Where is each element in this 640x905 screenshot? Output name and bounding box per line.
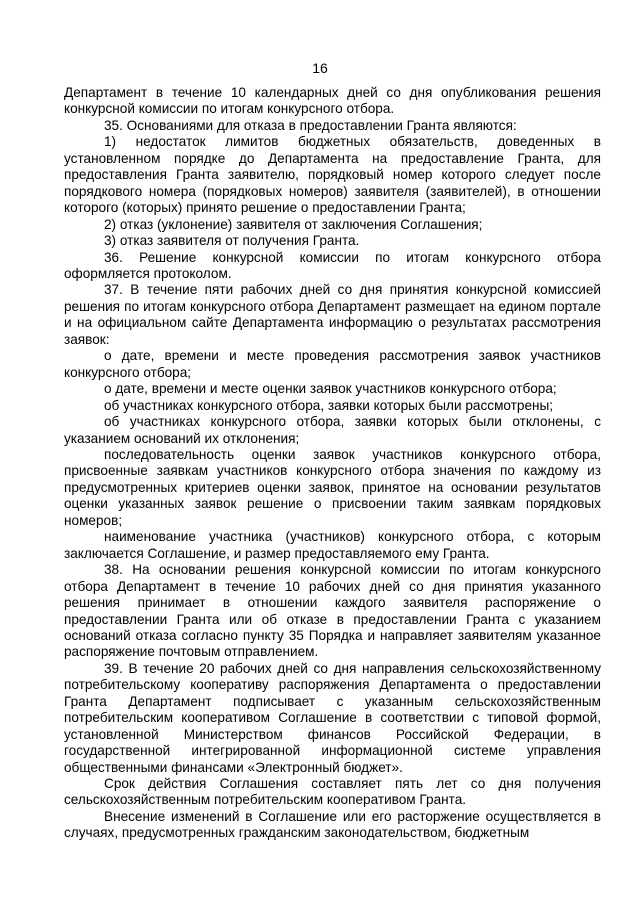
list-item-37-evaluation-date: о дате, времени и месте оценки заявок участников конкурсного отбора;: [104, 381, 557, 397]
paragraph-37-publication: 37. В течение пяти рабочих дней со дня принятия конкурсной комиссией решения по итогам конкурсного отбора Департамент размещает на едином портале и на официальном сайте Департамента информацию о результатах рассмотрения заявок:: [64, 282, 601, 347]
paragraph-agreement-term: Срок действия Соглашения составляет пять лет со дня получения сельскохозяйственным потребительским кооперативом Гранта.: [64, 776, 601, 808]
paragraph-department-term: Департамент в течение 10 календарных дней со дня опубликования решения конкурсной комиссии по итогам конкурсного отбора.: [64, 85, 601, 117]
list-item-37-winner: наименование участника (участников) конкурсного отбора, с которым заключается Соглашение, и размер предоставляемого ему Гранта.: [64, 529, 601, 561]
list-item-37-reviewed-applicants: об участниках конкурсного отбора, заявки которых были рассмотрены;: [104, 397, 554, 413]
list-item-37-evaluation-sequence: последовательность оценки заявок участников конкурсного отбора, присвоенные заявкам участников конкурсного отбора значения по каждому из предусмотренных критериев оценки заявок, принятое на основании результатов оценки указанных заявок решение о присвоении таким заявкам порядковых номеров;: [64, 446, 601, 528]
list-item-37-review-date: о дате, времени и месте проведения рассмотрения заявок участников конкурсного отбора;: [64, 348, 601, 380]
page-number: 16: [312, 60, 328, 76]
paragraph-36-protocol: 36. Решение конкурсной комиссии по итогам конкурсного отбора оформляется протоколом.: [64, 249, 601, 281]
paragraph-39-agreement: 39. В течение 20 рабочих дней со дня направления сельскохозяйственному потребительскому кооперативу распоряжения Департамента о предоставлении Гранта Департамент подписывает с указанным сельскохозяйственным потребительским кооперативом Соглашение в соответствии с типовой формой, установленной Министерством финансов Российской Федерации, в государственной интегрированной информационной системе управления общественными финансами «Электронный бюджет».: [64, 660, 601, 775]
list-item-37-rejected-applicants: об участниках конкурсного отбора, заявки которых были отклонены, с указанием оснований их отклонения;: [64, 414, 601, 446]
paragraph-agreement-changes: Внесение изменений в Соглашение или его расторжение осуществляется в случаях, предусмотренных гражданским законодательством, бюджетным: [64, 808, 601, 841]
paragraph-38-decision: 38. На основании решения конкурсной комиссии по итогам конкурсного отбора Департамент в течение 10 рабочих дней со дня принятия указанного решения принимает в отношении каждого заявителя распоряжение о предоставлении Гранта или об отказе в предоставлении Гранта с указанием оснований отказа согласно пункту 35 Порядка и направляет заявителям указанное распоряжение почтовым отправлением.: [64, 562, 601, 660]
paragraph-35-grounds-for-refusal: 35. Основаниями для отказа в предоставлении Гранта являются:: [104, 117, 517, 133]
document-body: [64, 85, 601, 842]
list-item-35-2: 2) отказ (уклонение) заявителя от заключения Соглашения;: [104, 216, 483, 232]
list-item-35-1: 1) недостаток лимитов бюджетных обязательств, доведенных в установленном порядке до Департамента на предоставление Гранта, для предоставления Гранта заявителю, порядковый номер которого следует после порядкового номера (порядковых номеров) заявителя (заявителей), в отношении которого (которых) принято решение о предоставлении Гранта;: [64, 134, 601, 216]
list-item-35-3: 3) отказ заявителя от получения Гранта.: [104, 233, 360, 249]
